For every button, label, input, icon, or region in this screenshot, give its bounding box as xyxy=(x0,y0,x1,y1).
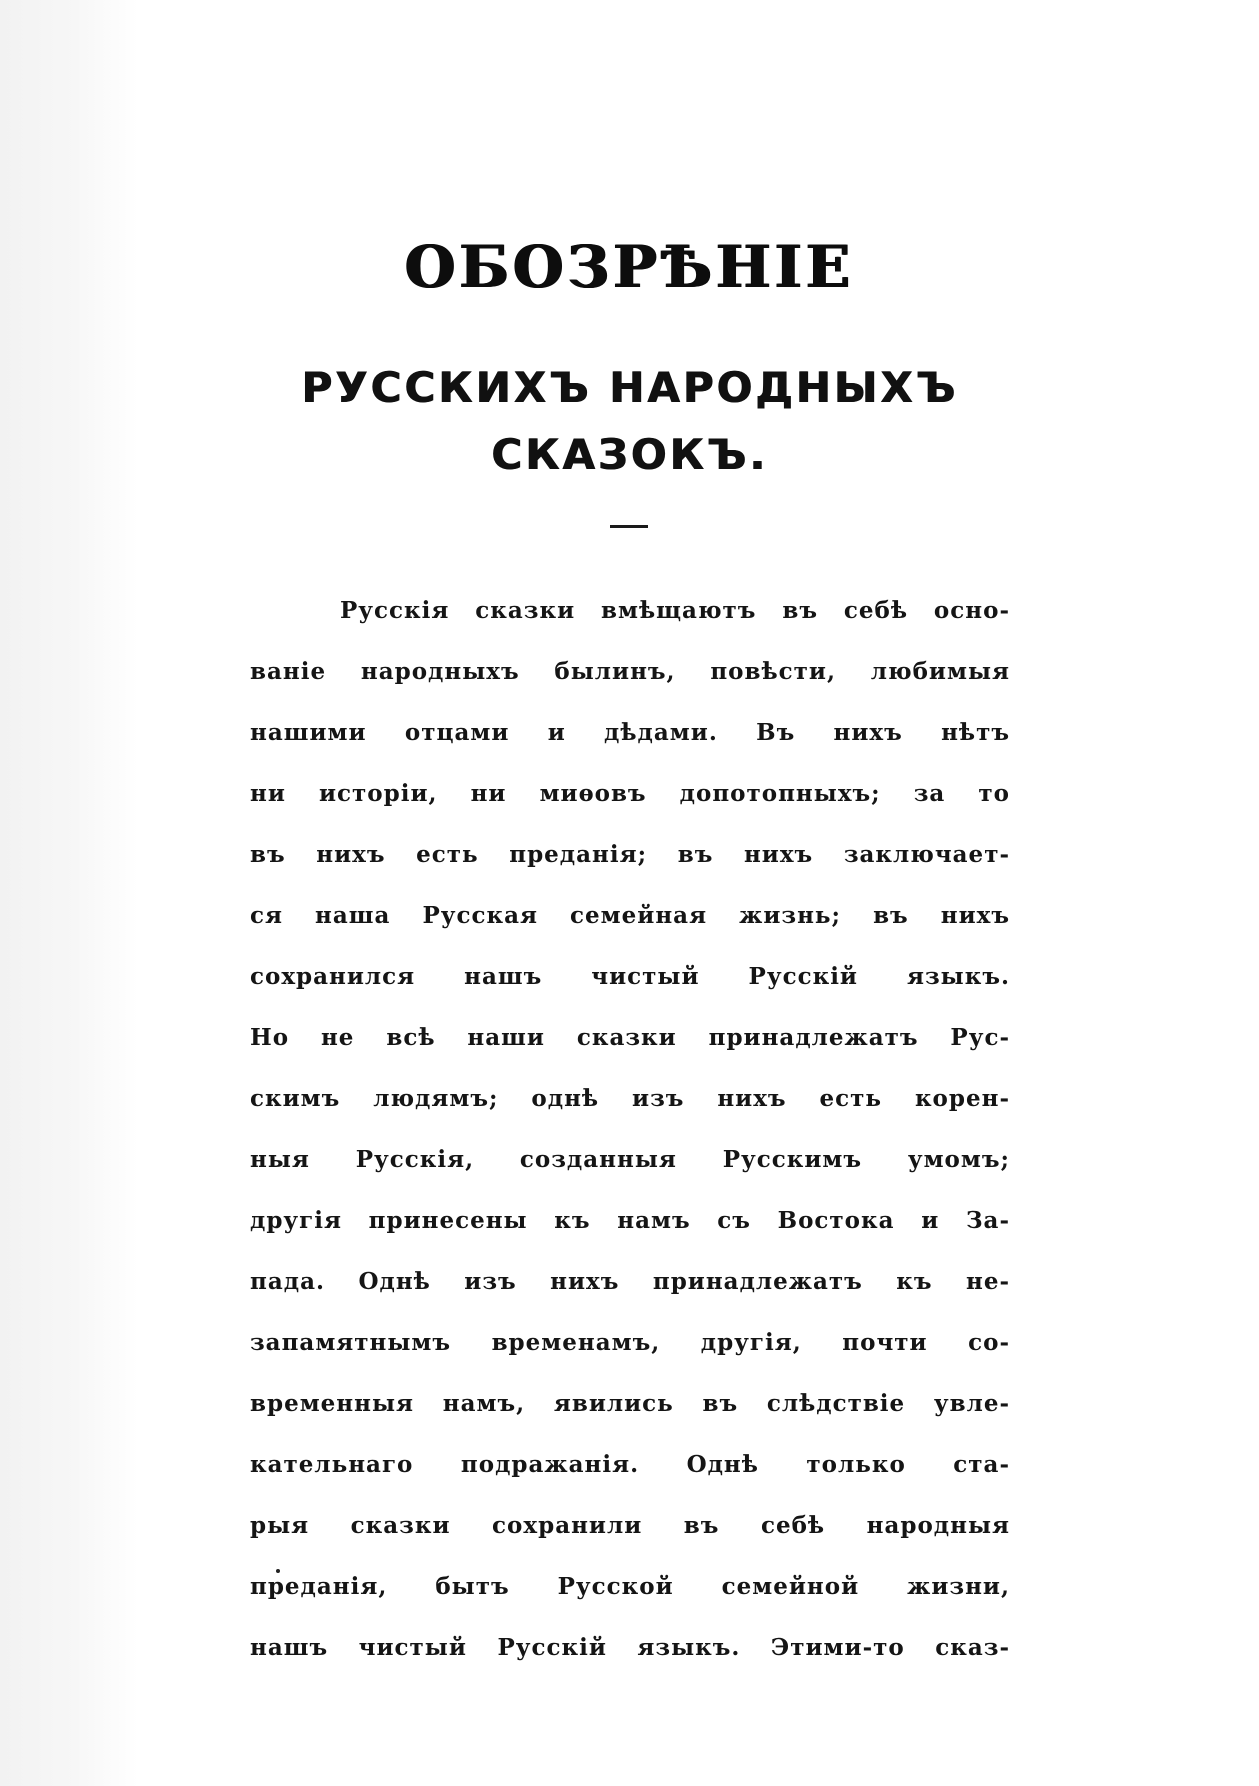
text-line-12: пада. Однѣ изъ нихъ принадлежатъ къ не- xyxy=(250,1268,1010,1295)
text-line-16: рыя сказки сохранили въ себѣ народныя xyxy=(250,1512,1010,1539)
text-line-5: въ нихъ есть преданія; въ нихъ заключает- xyxy=(250,841,1010,868)
text-line-1: Русскія сказки вмѣщаютъ въ себѣ осно- xyxy=(340,597,1010,624)
page-title: ОБОЗРѢНІЕ xyxy=(404,233,855,301)
text-line-15: кательнаго подражанія. Однѣ только ста- xyxy=(250,1451,1010,1478)
text-line-11: другія принесены къ намъ съ Востока и За- xyxy=(250,1207,1010,1234)
text-line-13: запамятнымъ временамъ, другія, почти со- xyxy=(250,1329,1010,1356)
text-line-17: преданія, бытъ Русской семейной жизни, xyxy=(250,1573,1010,1600)
text-line-18: нашъ чистый Русскій языкъ. Этими-то сказ- xyxy=(250,1634,1010,1661)
text-line-9: скимъ людямъ; однѣ изъ нихъ есть корен- xyxy=(250,1085,1010,1112)
subtitle-line-2: СКАЗОКЪ. xyxy=(491,430,768,479)
subtitle-line-1: РУССКИХЪ НАРОДНЫХЪ xyxy=(301,363,958,412)
text-line-4: ни исторіи, ни миѳовъ допотопныхъ; за то xyxy=(250,780,1010,807)
title-divider xyxy=(610,525,648,528)
text-line-14: временныя намъ, явились въ слѣдствіе увле- xyxy=(250,1390,1010,1417)
text-line-10: ныя Русскія, созданныя Русскимъ умомъ; xyxy=(250,1146,1010,1173)
body-paragraph xyxy=(250,580,1010,1678)
print-speck xyxy=(276,1569,280,1573)
text-line-8: Но не всѣ наши сказки принадлежатъ Рус- xyxy=(250,1024,1010,1051)
text-line-6: ся наша Русская семейная жизнь; въ нихъ xyxy=(250,902,1010,929)
text-line-2: ваніе народныхъ былинъ, повѣсти, любимыя xyxy=(250,658,1010,685)
text-line-7: сохранился нашъ чистый Русскій языкъ. xyxy=(250,963,1010,990)
text-line-3: нашими отцами и дѣдами. Въ нихъ нѣтъ xyxy=(250,719,1010,746)
